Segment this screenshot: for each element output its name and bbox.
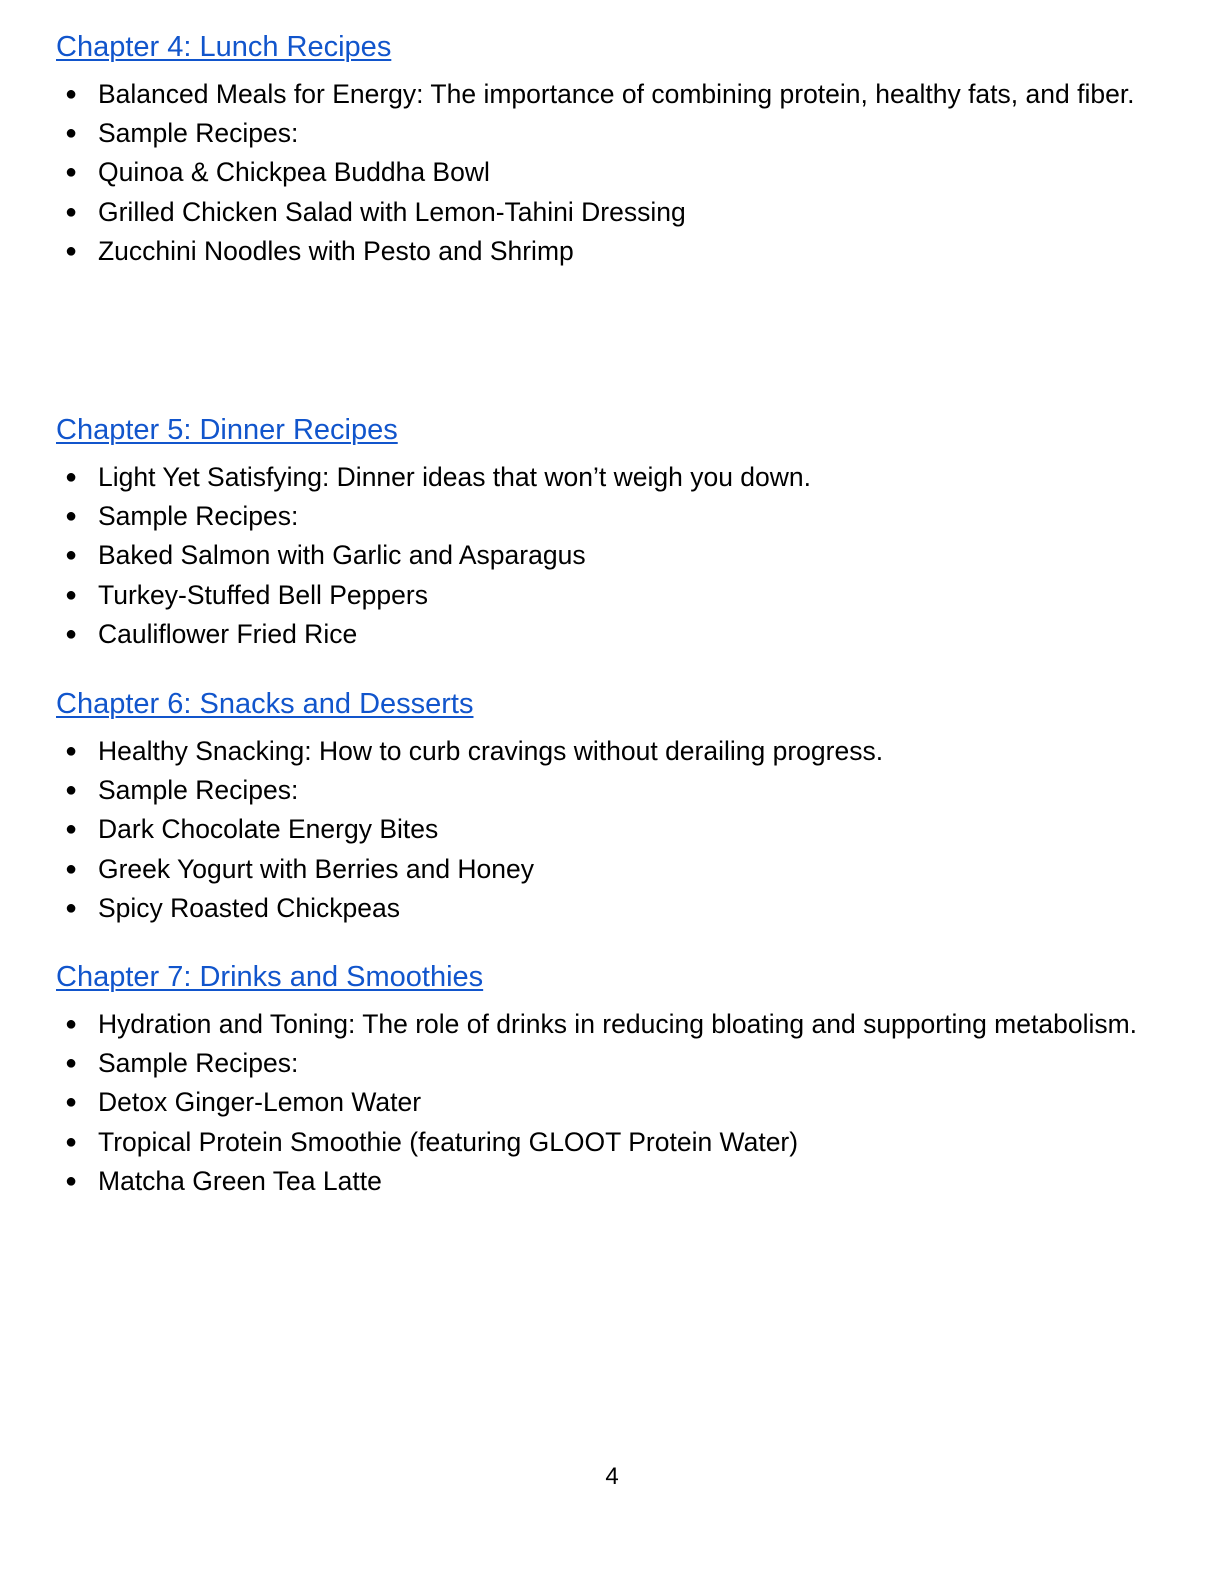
list-item: ● Sample Recipes: [56,497,1166,536]
chapter-5-link[interactable]: Chapter 5: Dinner Recipes [56,414,398,446]
list-item: ● Zucchini Noodles with Pesto and Shrimp [56,232,1166,271]
chapter-section-6 [56,686,1166,928]
page-number: 4 [605,1463,619,1490]
list-item: ● Healthy Snacking: How to curb cravings without derailing progress. [56,732,1166,771]
list-item: ● Spicy Roasted Chickpeas [56,889,1166,928]
bullet-icon: ● [65,83,78,105]
bullet-icon: ● [65,161,78,184]
bullet-icon: ● [65,583,78,606]
bullet-icon: ● [65,622,78,645]
list-item: ● Sample Recipes: [56,1044,1166,1083]
bullet-icon: ● [65,544,78,567]
list-item: ● Grilled Chicken Salad with Lemon-Tahini Dressing [56,193,1166,232]
chapter-section-5 [56,412,1166,654]
chapter-6-list [56,732,1166,928]
list-item: ● Light Yet Satisfying: Dinner ideas that won’t weigh you down. [56,458,1166,497]
bullet-icon: ● [65,466,78,488]
list-item: ● Cauliflower Fried Rice [56,615,1166,654]
bullet-icon: ● [65,1013,78,1035]
bullet-icon: ● [65,1091,78,1114]
list-item: ● Turkey-Stuffed Bell Peppers [56,576,1166,615]
bullet-icon: ● [65,200,78,223]
list-item: ● Tropical Protein Smoothie (featuring GLOOT Protein Water) [56,1123,1166,1162]
list-item: ● Greek Yogurt with Berries and Honey [56,850,1166,889]
chapter-7-list [56,1005,1166,1201]
bullet-icon: ● [65,122,78,145]
chapter-7-link[interactable]: Chapter 7: Drinks and Smoothies [56,961,484,993]
bullet-icon: ● [65,896,78,919]
bullet-icon: ● [65,239,78,262]
chapter-6-link[interactable]: Chapter 6: Snacks and Desserts [56,688,474,720]
list-item: ● Balanced Meals for Energy: The importance of combining protein, healthy fats, and fiber. [56,75,1166,114]
bullet-icon: ● [65,857,78,880]
list-item: ● Hydration and Toning: The role of drinks in reducing bloating and supporting metabolism. [56,1005,1166,1044]
list-item: ● Baked Salmon with Garlic and Asparagus [56,536,1166,575]
bullet-icon: ● [65,818,78,841]
chapter-4-link[interactable]: Chapter 4: Lunch Recipes [56,31,392,63]
bullet-icon: ● [65,779,78,802]
chapter-section-7 [56,959,1166,1201]
chapter-4-list [56,75,1166,271]
bullet-icon: ● [65,740,78,762]
bullet-icon: ● [65,505,78,528]
chapter-5-list [56,458,1166,654]
list-item: ● Sample Recipes: [56,771,1166,810]
list-item: ● Dark Chocolate Energy Bites [56,810,1166,849]
list-item: ● Matcha Green Tea Latte [56,1162,1166,1201]
list-item: ● Quinoa & Chickpea Buddha Bowl [56,153,1166,192]
bullet-icon: ● [65,1130,78,1153]
bullet-icon: ● [65,1169,78,1192]
bullet-icon: ● [65,1052,78,1075]
list-item: ● Detox Ginger-Lemon Water [56,1083,1166,1122]
list-item: ● Sample Recipes: [56,114,1166,153]
chapter-section-4 [56,29,1166,271]
